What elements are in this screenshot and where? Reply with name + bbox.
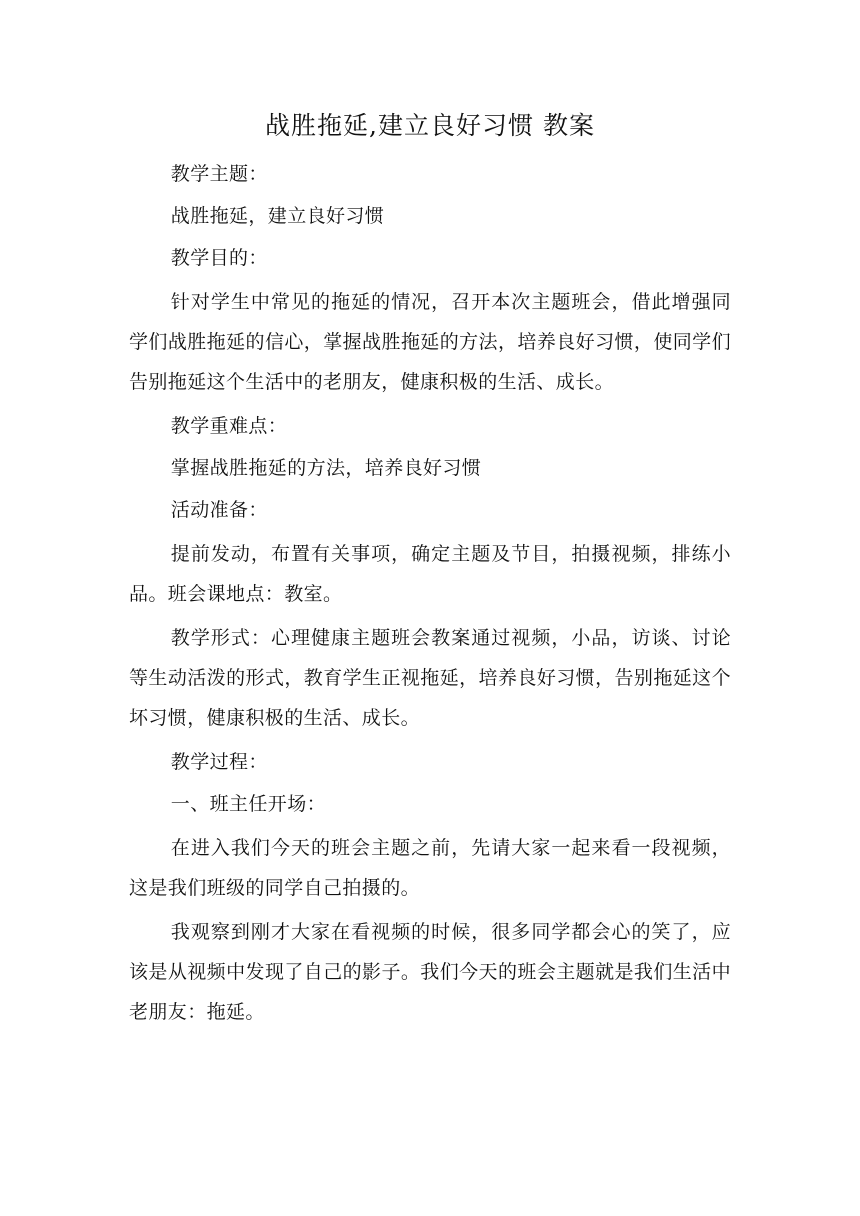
- document-title: 战胜拖延,建立良好习惯 教案: [265, 111, 595, 140]
- paragraph-teaching-form: 教学形式：心理健康主题班会教案通过视频，小品，访谈、讨论等生动活泼的形式，教育学生正视拖延，培养良好习惯，告别拖延这个坏习惯，健康积极的生活、成长。: [129, 627, 731, 729]
- paragraph-purpose: 针对学生中常见的拖延的情况，召开本次主题班会，借此增强同学们战胜拖延的信心，掌握战胜拖延的方法，培养良好习惯，使同学们告别拖延这个生活中的老朋友，健康积极的生活、成长。: [129, 291, 731, 393]
- heading-preparation: 活动准备：: [170, 499, 268, 521]
- heading-teaching-process: 教学过程：: [170, 751, 268, 773]
- heading-teaching-purpose: 教学目的：: [170, 247, 268, 269]
- heading-opening: 一、班主任开场：: [170, 793, 326, 815]
- document-body: [129, 154, 731, 1032]
- heading-teaching-theme: 教学主题：: [170, 163, 268, 185]
- paragraph-theme: 战胜拖延，建立良好习惯: [170, 205, 385, 227]
- paragraph-opening-video: 在进入我们今天的班会主题之前，先请大家一起来看一段视频，这是我们班级的同学自己拍摄的。: [129, 837, 731, 899]
- heading-key-points: 教学重难点：: [170, 415, 288, 437]
- paragraph-key-points: 掌握战胜拖延的方法，培养良好习惯: [170, 457, 482, 479]
- paragraph-observation: 我观察到刚才大家在看视频的时候，很多同学都会心的笑了，应该是从视频中发现了自己的影子。我们今天的班会主题就是我们生活中老朋友：拖延。: [129, 921, 731, 1023]
- paragraph-preparation: 提前发动，布置有关事项，确定主题及节目，拍摄视频，排练小品。班会课地点：教室。: [129, 543, 731, 605]
